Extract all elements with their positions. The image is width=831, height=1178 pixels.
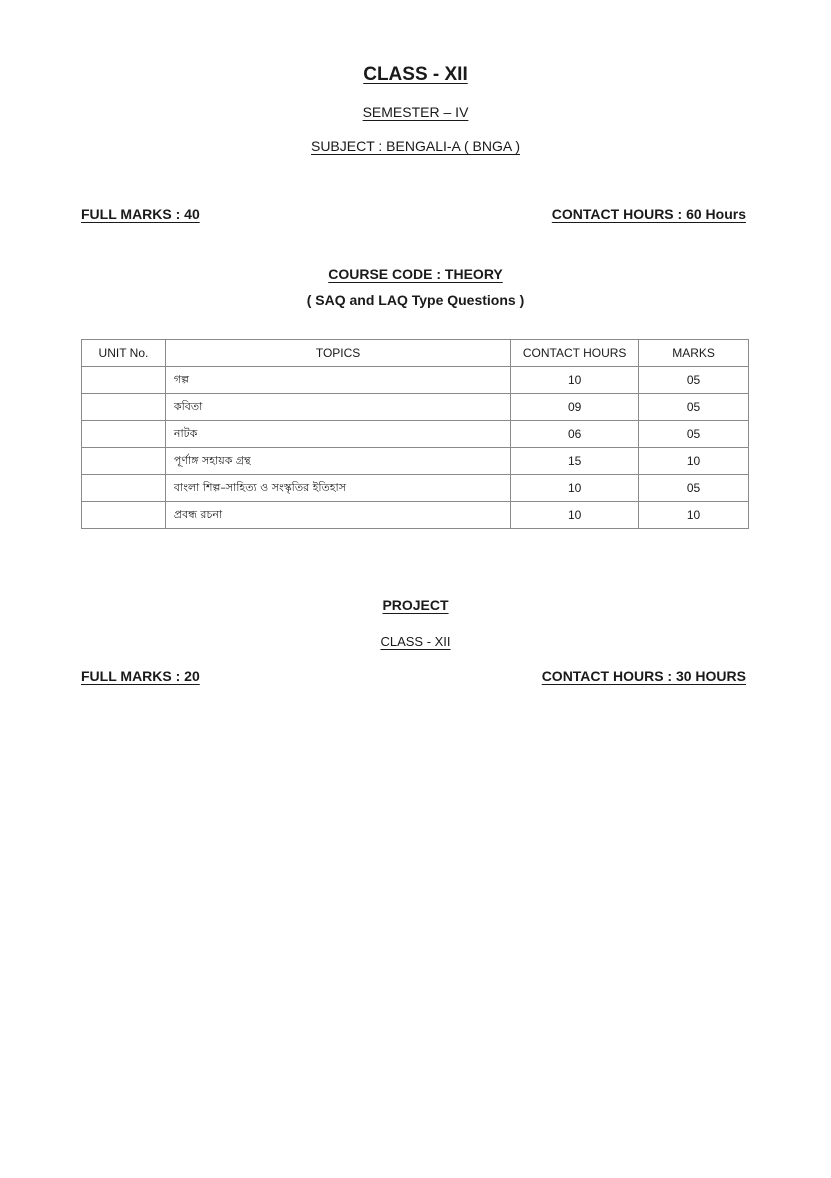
question-type: ( SAQ and LAQ Type Questions ) (306, 292, 525, 308)
hours-cell: 10 (511, 367, 639, 394)
hours-cell: 15 (511, 448, 639, 475)
marks-cell: 10 (639, 448, 749, 475)
course-code: COURSE CODE : THEORY (328, 266, 503, 282)
unit-cell (82, 502, 166, 529)
project-title: PROJECT (382, 597, 449, 613)
topic-cell: কবিতা (165, 394, 510, 421)
table-row (82, 475, 749, 502)
topic-cell: নাটক (165, 421, 510, 448)
theory-full-marks: FULL MARKS : 40 (81, 206, 200, 222)
semester-title: SEMESTER – IV (362, 104, 469, 120)
marks-cell: 05 (639, 421, 749, 448)
unit-cell (82, 367, 166, 394)
marks-cell: 05 (639, 367, 749, 394)
project-class-title: CLASS - XII (380, 634, 451, 649)
unit-cell (82, 448, 166, 475)
table-row (82, 448, 749, 475)
topic-cell: বাংলা শিল্প–সাহিত্য ও সংস্কৃতির ইতিহাস (165, 475, 510, 502)
unit-cell (82, 394, 166, 421)
project-contact-hours: CONTACT HOURS : 30 HOURS (541, 668, 746, 684)
table-row (82, 367, 749, 394)
unit-cell (82, 475, 166, 502)
header-contact-hours: CONTACT HOURS (511, 340, 639, 367)
subject-title: SUBJECT : BENGALI-A ( BNGA ) (310, 138, 520, 154)
table-header-row (82, 340, 749, 367)
topic-cell: গল্প (165, 367, 510, 394)
table-row (82, 394, 749, 421)
header-marks: MARKS (639, 340, 749, 367)
hours-cell: 09 (511, 394, 639, 421)
table-row (82, 502, 749, 529)
header-topics: TOPICS (165, 340, 510, 367)
header-unit-no: UNIT No. (82, 340, 166, 367)
topic-cell: পূর্ণাঙ্গ সহায়ক গ্রন্থ (165, 448, 510, 475)
project-full-marks: FULL MARKS : 20 (81, 668, 200, 684)
table-row (82, 421, 749, 448)
class-title: CLASS - XII (363, 64, 468, 85)
hours-cell: 10 (511, 475, 639, 502)
syllabus-table (81, 339, 749, 529)
hours-cell: 06 (511, 421, 639, 448)
marks-cell: 05 (639, 394, 749, 421)
marks-cell: 05 (639, 475, 749, 502)
unit-cell (82, 421, 166, 448)
topic-cell: প্রবন্ধ রচনা (165, 502, 510, 529)
hours-cell: 10 (511, 502, 639, 529)
theory-contact-hours: CONTACT HOURS : 60 Hours (551, 206, 746, 222)
marks-cell: 10 (639, 502, 749, 529)
